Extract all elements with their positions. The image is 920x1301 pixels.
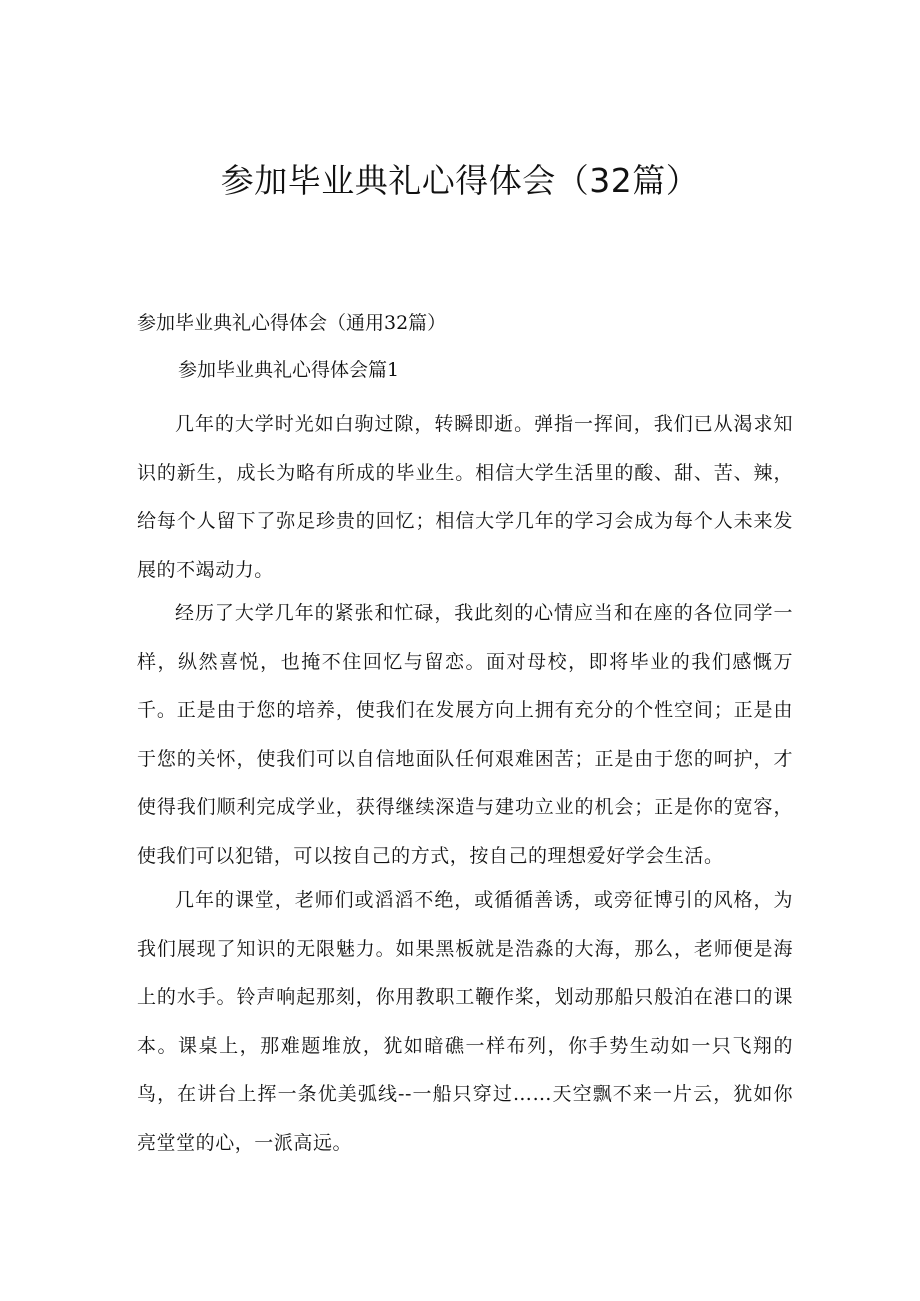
- body-paragraph: 几年的课堂，老师们或滔滔不绝，或循循善诱，或旁征博引的风格，为我们展现了知识的无限魅力。如果黑板就是浩淼的大海，那么，老师便是海上的水手。铃声响起那刻，你用教职工鞭作桨，划动那船只般泊在港口的课本。课桌上，那难题堆放，犹如暗礁一样布列，你手势生动如一只飞翔的鸟，在讲台上挥一条优美弧线--一船只穿过……天空飘不来一片云，犹如你亮堂堂的心，一派高远。: [137, 889, 793, 1154]
- document-subtitle: 参加毕业典礼心得体会（通用32篇）: [137, 312, 447, 334]
- section-heading: 参加毕业典礼心得体会篇1: [178, 359, 400, 381]
- body-paragraph: 几年的大学时光如白驹过隙，转瞬即逝。弹指一挥间，我们已从渴求知识的新生，成长为略有所成的毕业生。相信大学生活里的酸、甜、苦、辣，给每个人留下了弥足珍贵的回忆；相信大学几年的学习会成为每个人未来发展的不竭动力。: [137, 413, 793, 581]
- document-title: 参加毕业典礼心得体会（32篇）: [220, 161, 700, 200]
- body-paragraph: 经历了大学几年的紧张和忙碌，我此刻的心情应当和在座的各位同学一样，纵然喜悦，也掩不住回忆与留恋。面对母校，即将毕业的我们感慨万千。正是由于您的培养，使我们在发展方向上拥有充分的个性空间；正是由于您的关怀，使我们可以自信地面队任何艰难困苦；正是由于您的呵护，才使得我们顺利完成学业，获得继续深造与建功立业的机会；正是你的宽容，使我们可以犯错，可以按自己的方式，按自己的理想爱好学会生活。: [137, 602, 793, 867]
